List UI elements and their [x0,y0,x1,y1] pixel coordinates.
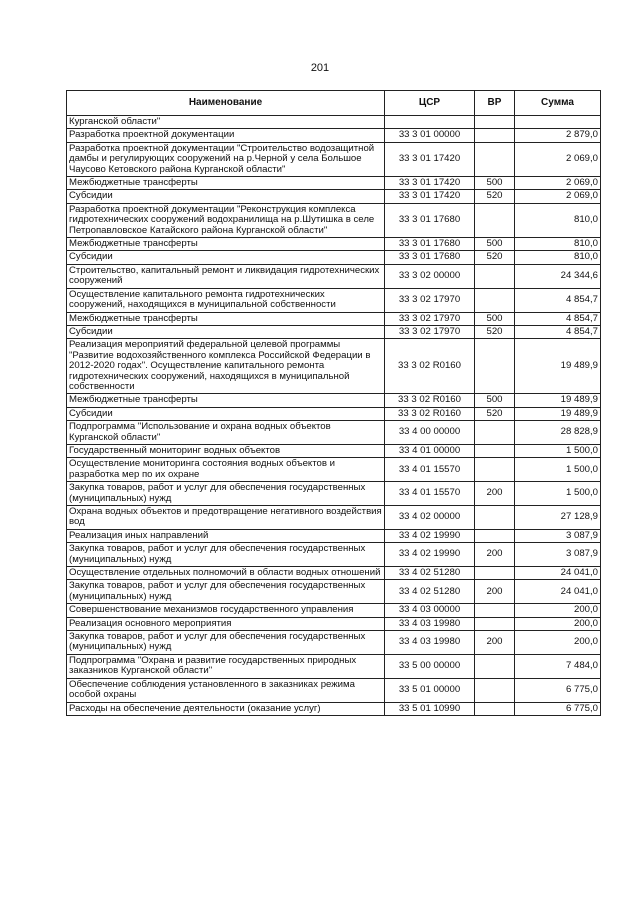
table-row [67,407,601,420]
cell-csr: 33 3 01 17680 [385,251,475,264]
cell-vr [475,567,515,580]
cell-sum: 2 069,0 [515,142,601,176]
table-row [67,444,601,457]
table-row [67,567,601,580]
cell-sum: 2 879,0 [515,129,601,142]
cell-csr: 33 4 01 15570 [385,458,475,482]
cell-vr [475,678,515,702]
page-number: 201 [310,62,330,74]
cell-sum: 2 069,0 [515,190,601,203]
cell-vr [475,339,515,394]
cell-sum: 6 775,0 [515,702,601,715]
cell-sum: 200,0 [515,617,601,630]
cell-vr [475,529,515,542]
cell-name: Межбюджетные трансферты [67,238,385,251]
cell-name: Субсидии [67,325,385,338]
header-vr: ВР [475,91,515,116]
header-csr: ЦСР [385,91,475,116]
cell-sum: 3 087,9 [515,529,601,542]
cell-sum: 19 489,9 [515,394,601,407]
cell-csr: 33 3 01 17680 [385,238,475,251]
cell-sum: 3 087,9 [515,543,601,567]
cell-name: Реализация мероприятий федеральной целевой программы "Развитие водохозяйственного комплекса Российской Федерации в 2012-2020 годах". Осуществление капитального ремонта гидротехнических сооружений, находящихся в муниципальной собственности [67,339,385,394]
cell-csr: 33 5 01 00000 [385,678,475,702]
cell-sum: 24 344,6 [515,264,601,288]
cell-vr [475,654,515,678]
cell-name: Совершенствование механизмов государственного управления [67,604,385,617]
table-row [67,631,601,655]
cell-name: Строительство, капитальный ремонт и ликвидация гидротехнических сооружений [67,264,385,288]
cell-sum: 200,0 [515,631,601,655]
cell-name: Разработка проектной документации [67,129,385,142]
cell-csr: 33 3 02 R0160 [385,407,475,420]
table-row [67,678,601,702]
cell-csr: 33 4 01 15570 [385,482,475,506]
cell-name: Государственный мониторинг водных объектов [67,444,385,457]
cell-name: Закупка товаров, работ и услуг для обеспечения государственных (муниципальных) нужд [67,543,385,567]
cell-vr [475,421,515,445]
cell-csr: 33 4 02 19990 [385,543,475,567]
cell-csr: 33 3 02 R0160 [385,394,475,407]
table-row [67,421,601,445]
cell-sum: 1 500,0 [515,444,601,457]
cell-sum: 2 069,0 [515,177,601,190]
cell-csr: 33 4 01 00000 [385,444,475,457]
cell-csr: 33 3 02 17970 [385,325,475,338]
table-row [67,458,601,482]
cell-csr: 33 3 01 00000 [385,129,475,142]
cell-vr [475,617,515,630]
table-row [67,394,601,407]
cell-sum: 4 854,7 [515,312,601,325]
cell-csr: 33 4 02 19990 [385,529,475,542]
cell-vr: 520 [475,325,515,338]
table-row [67,288,601,312]
cell-csr: 33 4 03 00000 [385,604,475,617]
cell-sum: 810,0 [515,238,601,251]
table-row [67,238,601,251]
cell-sum: 28 828,9 [515,421,601,445]
cell-name: Закупка товаров, работ и услуг для обеспечения государственных (муниципальных) нужд [67,482,385,506]
cell-csr: 33 5 00 00000 [385,654,475,678]
cell-csr: 33 4 02 51280 [385,567,475,580]
cell-sum [515,116,601,129]
cell-csr: 33 3 01 17680 [385,203,475,237]
cell-sum: 810,0 [515,203,601,237]
cell-vr: 520 [475,190,515,203]
cell-csr: 33 3 02 00000 [385,264,475,288]
cell-sum: 4 854,7 [515,325,601,338]
cell-csr: 33 4 02 51280 [385,580,475,604]
cell-sum: 1 500,0 [515,482,601,506]
table-row [67,506,601,530]
cell-sum: 1 500,0 [515,458,601,482]
table-row [67,482,601,506]
table-row [67,339,601,394]
cell-name: Реализация основного мероприятия [67,617,385,630]
cell-csr: 33 4 02 00000 [385,506,475,530]
cell-vr: 500 [475,177,515,190]
cell-csr: 33 4 00 00000 [385,421,475,445]
cell-vr [475,116,515,129]
cell-csr: 33 3 02 17970 [385,288,475,312]
cell-name: Межбюджетные трансферты [67,394,385,407]
cell-vr: 200 [475,482,515,506]
cell-sum: 810,0 [515,251,601,264]
cell-csr: 33 3 01 17420 [385,177,475,190]
cell-name: Разработка проектной документации "Строительство водозащитной дамбы и регулирующих сооружений на р.Черной у села Большое Чаусово Кетовского района Курганской области" [67,142,385,176]
table-row [67,251,601,264]
table-row [67,312,601,325]
cell-name: Курганской области" [67,116,385,129]
cell-name: Осуществление отдельных полномочий в области водных отношений [67,567,385,580]
cell-csr: 33 3 02 R0160 [385,339,475,394]
cell-name: Субсидии [67,251,385,264]
cell-name: Охрана водных объектов и предотвращение негативного воздействия вод [67,506,385,530]
cell-sum: 4 854,7 [515,288,601,312]
cell-sum: 19 489,9 [515,339,601,394]
table-row [67,129,601,142]
cell-vr: 200 [475,580,515,604]
table-row [67,325,601,338]
table-row [67,203,601,237]
table-row [67,702,601,715]
cell-csr: 33 3 01 17420 [385,142,475,176]
cell-sum: 27 128,9 [515,506,601,530]
cell-csr: 33 3 01 17420 [385,190,475,203]
cell-sum: 24 041,0 [515,580,601,604]
cell-csr [385,116,475,129]
cell-vr [475,604,515,617]
cell-name: Закупка товаров, работ и услуг для обеспечения государственных (муниципальных) нужд [67,580,385,604]
cell-vr [475,142,515,176]
table-row [67,604,601,617]
cell-vr: 200 [475,631,515,655]
cell-name: Закупка товаров, работ и услуг для обеспечения государственных (муниципальных) нужд [67,631,385,655]
cell-name: Расходы на обеспечение деятельности (оказание услуг) [67,702,385,715]
cell-name: Разработка проектной документации "Реконструкция комплекса гидротехнических сооружений водохранилища на р.Шутишка в селе Петропавловское Катайского района Курганской области" [67,203,385,237]
cell-name: Межбюджетные трансферты [67,312,385,325]
table-row [67,543,601,567]
table-row [67,264,601,288]
table-body [67,116,601,716]
cell-name: Реализация иных направлений [67,529,385,542]
table-row [67,654,601,678]
table-row [67,529,601,542]
cell-name: Субсидии [67,407,385,420]
cell-vr [475,129,515,142]
table-row [67,116,601,129]
table-row [67,617,601,630]
cell-vr: 500 [475,238,515,251]
header-row [67,91,601,116]
cell-vr [475,444,515,457]
cell-name: Подпрограмма "Охрана и развитие государственных природных заказников Курганской области" [67,654,385,678]
cell-vr [475,702,515,715]
cell-csr: 33 4 03 19980 [385,617,475,630]
table-row [67,177,601,190]
cell-name: Подпрограмма "Использование и охрана водных объектов Курганской области" [67,421,385,445]
header-sum: Сумма [515,91,601,116]
cell-sum: 7 484,0 [515,654,601,678]
cell-csr: 33 5 01 10990 [385,702,475,715]
cell-name: Осуществление мониторинга состояния водных объектов и разработка мер по их охране [67,458,385,482]
cell-vr: 520 [475,251,515,264]
cell-sum: 24 041,0 [515,567,601,580]
cell-name: Осуществление капитального ремонта гидротехнических сооружений, находящихся в муниципальной собственности [67,288,385,312]
cell-vr: 500 [475,312,515,325]
cell-vr [475,506,515,530]
cell-name: Обеспечение соблюдения установленного в заказниках режима особой охраны [67,678,385,702]
table-row [67,142,601,176]
table-row [67,580,601,604]
cell-vr [475,288,515,312]
cell-csr: 33 4 03 19980 [385,631,475,655]
cell-vr: 500 [475,394,515,407]
cell-vr: 200 [475,543,515,567]
header-name: Наименование [67,91,385,116]
cell-csr: 33 3 02 17970 [385,312,475,325]
cell-vr [475,264,515,288]
table-header [67,91,601,116]
cell-sum: 6 775,0 [515,678,601,702]
cell-name: Межбюджетные трансферты [67,177,385,190]
cell-sum: 200,0 [515,604,601,617]
cell-sum: 19 489,9 [515,407,601,420]
cell-name: Субсидии [67,190,385,203]
cell-vr [475,203,515,237]
cell-vr: 520 [475,407,515,420]
cell-vr [475,458,515,482]
budget-table [66,90,601,716]
table-row [67,190,601,203]
